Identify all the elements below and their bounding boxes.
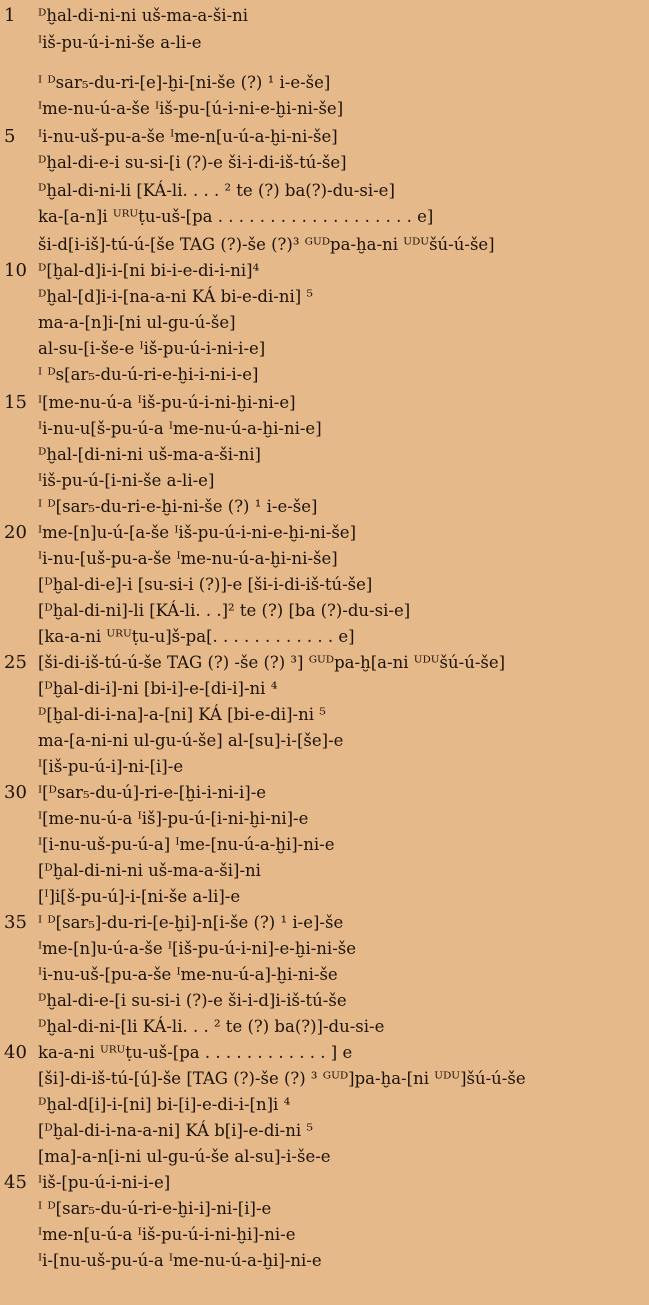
text-line	[0, 754, 649, 780]
line-text: ᴵi-nu-uš-[pu-a-še ᴵme-nu-ú-a]-ḫi-ni-še	[38, 965, 338, 984]
line-text: ᴵi-nu-u[š-pu-ú-a ᴵme-nu-ú-a-ḫi-ni-e]	[38, 419, 322, 438]
text-line	[0, 70, 649, 96]
text-line	[0, 858, 649, 884]
line-text: ma-[a-ni-ni ul-gu-ú-še] al-[su]-i-[še]-e	[38, 731, 344, 750]
line-text: ᴵme-[n]u-ú-[a-še ᴵiš-pu-ú-i-ni-e-ḫi-ni-še]	[38, 523, 357, 542]
line-text: ᴵ[iš-pu-ú-i]-ni-[i]-e	[38, 757, 184, 776]
line-text: ᴵi-[nu-uš-pu-ú-a ᴵme-nu-ú-a-ḫi]-ni-e	[38, 1251, 322, 1270]
line-number: 40	[4, 1042, 27, 1063]
text-line	[0, 676, 649, 702]
line-text: ᴰḫal-di-ni-li [KÁ-li. . . . ² te (?) ba(?)-du-si-e]	[38, 181, 395, 200]
text-line	[0, 30, 649, 56]
text-line	[0, 624, 649, 650]
line-number: 1	[4, 5, 16, 26]
text-line	[0, 362, 649, 388]
text-line	[0, 1118, 649, 1144]
line-number: 15	[4, 392, 27, 413]
line-text: [ᴵ]i[š-pu-ú]-i-[ni-še a-li]-e	[38, 887, 241, 906]
text-line	[0, 806, 649, 832]
line-text: ᴵ[me-nu-ú-a ᴵiš]-pu-ú-[i-ni-ḫi-ni]-e	[38, 809, 309, 828]
text-line	[0, 1144, 649, 1170]
line-text: ši-d[i-iš]-tú-ú-[še TAG (?)-še (?)³ ᴳᵁᴰpa-ḫa-ni ᵁᴰᵁšú-ú-še]	[38, 235, 495, 254]
line-text: ᴵ ᴰ[sar₅-du-ú-ri-e-ḫi-i]-ni-[i]-e	[38, 1199, 272, 1218]
line-text: ᴵ[i-nu-uš-pu-ú-a] ᴵme-[nu-ú-a-ḫi]-ni-e	[38, 835, 335, 854]
text-line	[0, 178, 649, 204]
text-line	[0, 232, 649, 258]
line-text: ᴰ[ḫal-di-i-na]-a-[ni] KÁ [bi-e-di]-ni ⁵	[38, 705, 326, 724]
line-number: 5	[4, 126, 16, 147]
text-line	[0, 150, 649, 176]
text-line	[0, 598, 649, 624]
text-line	[0, 650, 649, 676]
text-line	[0, 1040, 649, 1066]
text-line	[0, 910, 649, 936]
line-text: ᴰḫal-di-e-i su-si-[i (?)-e ši-i-di-iš-tú-še]	[38, 153, 347, 172]
text-line	[0, 780, 649, 806]
line-text: ᴵme-n[u-ú-a ᴵiš-pu-ú-i-ni-ḫi]-ni-e	[38, 1225, 296, 1244]
line-number: 35	[4, 912, 27, 933]
text-line	[0, 1066, 649, 1092]
line-text: ᴵ ᴰs[ar₅-du-ú-ri-e-ḫi-i-ni-i-e]	[38, 365, 259, 384]
text-line	[0, 494, 649, 520]
text-line	[0, 1196, 649, 1222]
line-number: 25	[4, 652, 27, 673]
line-text: ᴵ[me-nu-ú-a ᴵiš-pu-ú-i-ni-ḫi-ni-e]	[38, 393, 296, 412]
text-line	[0, 572, 649, 598]
text-line	[0, 204, 649, 230]
line-text: ᴵme-nu-ú-a-še ᴵiš-pu-[ú-i-ni-e-ḫi-ni-še]	[38, 99, 344, 118]
line-text: ᴰḫal-di-e-[i su-si-i (?)-e ši-i-d]i-iš-tú-še	[38, 991, 347, 1010]
text-line	[0, 390, 649, 416]
text-line	[0, 468, 649, 494]
text-line	[0, 520, 649, 546]
line-text: ᴰḫal-di-ni-[li KÁ-li. . . ² te (?) ba(?)]-du-si-e	[38, 1017, 385, 1036]
text-line	[0, 124, 649, 150]
text-line	[0, 702, 649, 728]
text-line	[0, 284, 649, 310]
line-text: ᴰ[ḫal-d]i-i-[ni bi-i-e-di-i-ni]⁴	[38, 261, 260, 280]
line-text: ᴵ ᴰ[sar₅]-du-ri-[e-ḫi]-n[i-še (?) ¹ i-e]-še	[38, 913, 344, 932]
line-text: [ᴰḫal-di-i]-ni [bi-i]-e-[di-i]-ni ⁴	[38, 679, 278, 698]
line-text: [ma]-a-n[i-ni ul-gu-ú-še al-su]-i-še-e	[38, 1147, 331, 1166]
line-text: [ši]-di-iš-tú-[ú]-še [TAG (?)-še (?) ³ ᴳᵁᴰ]pa-ḫa-[ni ᵁᴰᵁ]šú-ú-še	[38, 1069, 526, 1088]
text-line	[0, 884, 649, 910]
line-text: ᴵ ᴰ[sar₅-du-ri-e-ḫi-ni-še (?) ¹ i-e-še]	[38, 497, 318, 516]
line-text: ᴵme-[n]u-ú-a-še ᴵ[iš-pu-ú-i-ni]-e-ḫi-ni-še	[38, 939, 357, 958]
line-text: ma-a-[n]i-[ni ul-gu-ú-še]	[38, 313, 236, 332]
line-text: [ᴰḫal-di-ni]-li [KÁ-li. . .]² te (?) [ba (?)-du-si-e]	[38, 601, 411, 620]
line-text: ᴵ[ᴰsar₅-du-ú]-ri-e-[ḫi-i-ni-i]-e	[38, 783, 267, 802]
text-line	[0, 310, 649, 336]
text-line	[0, 416, 649, 442]
line-text: ᴵi-nu-[uš-pu-a-še ᴵme-nu-ú-a-ḫi-ni-še]	[38, 549, 338, 568]
text-line	[0, 728, 649, 754]
line-text: ᴵiš-[pu-ú-i-ni-i-e]	[38, 1173, 171, 1192]
text-line	[0, 1170, 649, 1196]
line-text: ᴰḫal-d[i]-i-[ni] bi-[i]-e-di-i-[n]i ⁴	[38, 1095, 291, 1114]
line-number: 30	[4, 782, 27, 803]
text-line	[0, 1222, 649, 1248]
line-text: al-su-[i-še-e ᴵiš-pu-ú-i-ni-i-e]	[38, 339, 266, 358]
text-line	[0, 258, 649, 284]
line-text: ka-a-ni ᵁᴿᵁṭu-uš-[pa . . . . . . . . . . . . ] e	[38, 1043, 353, 1062]
line-text: [ši-di-iš-tú-ú-še TAG (?) -še (?) ³] ᴳᵁᴰpa-ḫ[a-ni ᵁᴰᵁšú-ú-še]	[38, 653, 506, 672]
text-line	[0, 3, 649, 29]
text-line	[0, 546, 649, 572]
line-number: 20	[4, 522, 27, 543]
text-line	[0, 1092, 649, 1118]
text-line	[0, 442, 649, 468]
line-number: 10	[4, 260, 27, 281]
text-line	[0, 1248, 649, 1274]
text-line	[0, 832, 649, 858]
line-text: [ᴰḫal-di-e]-i [su-si-i (?)]-e [ši-i-di-iš-tú-še]	[38, 575, 373, 594]
text-line	[0, 1014, 649, 1040]
text-line	[0, 962, 649, 988]
line-text: ᴰḫal-[di-ni-ni uš-ma-a-ši-ni]	[38, 445, 261, 464]
line-text: ka-[a-n]i ᵁᴿᵁṭu-uš-[pa . . . . . . . . . . . . . . . . . . . e]	[38, 207, 434, 226]
text-line	[0, 988, 649, 1014]
line-text: [ᴰḫal-di-i-na-a-ni] KÁ b[i]-e-di-ni ⁵	[38, 1121, 314, 1140]
line-number: 45	[4, 1172, 27, 1193]
line-text: ᴵiš-pu-ú-i-ni-še a-li-e	[38, 33, 202, 52]
line-text: ᴰḫal-di-ni-ni uš-ma-a-ši-ni	[38, 6, 249, 25]
text-line	[0, 96, 649, 122]
line-text: ᴰḫal-[d]i-i-[na-a-ni KÁ bi-e-di-ni] ⁵	[38, 287, 314, 306]
line-text: [ᴰḫal-di-ni-ni uš-ma-a-ši]-ni	[38, 861, 261, 880]
line-text: ᴵi-nu-uš-pu-a-še ᴵme-n[u-ú-a-ḫi-ni-še]	[38, 127, 338, 146]
line-text: [ka-a-ni ᵁᴿᵁṭu-u]š-pa[. . . . . . . . . . . . e]	[38, 627, 355, 646]
text-line	[0, 336, 649, 362]
line-text: ᴵiš-pu-ú-[i-ni-še a-li-e]	[38, 471, 215, 490]
line-text: ᴵ ᴰsar₅-du-ri-[e]-ḫi-[ni-še (?) ¹ i-e-še]	[38, 73, 331, 92]
text-line	[0, 936, 649, 962]
